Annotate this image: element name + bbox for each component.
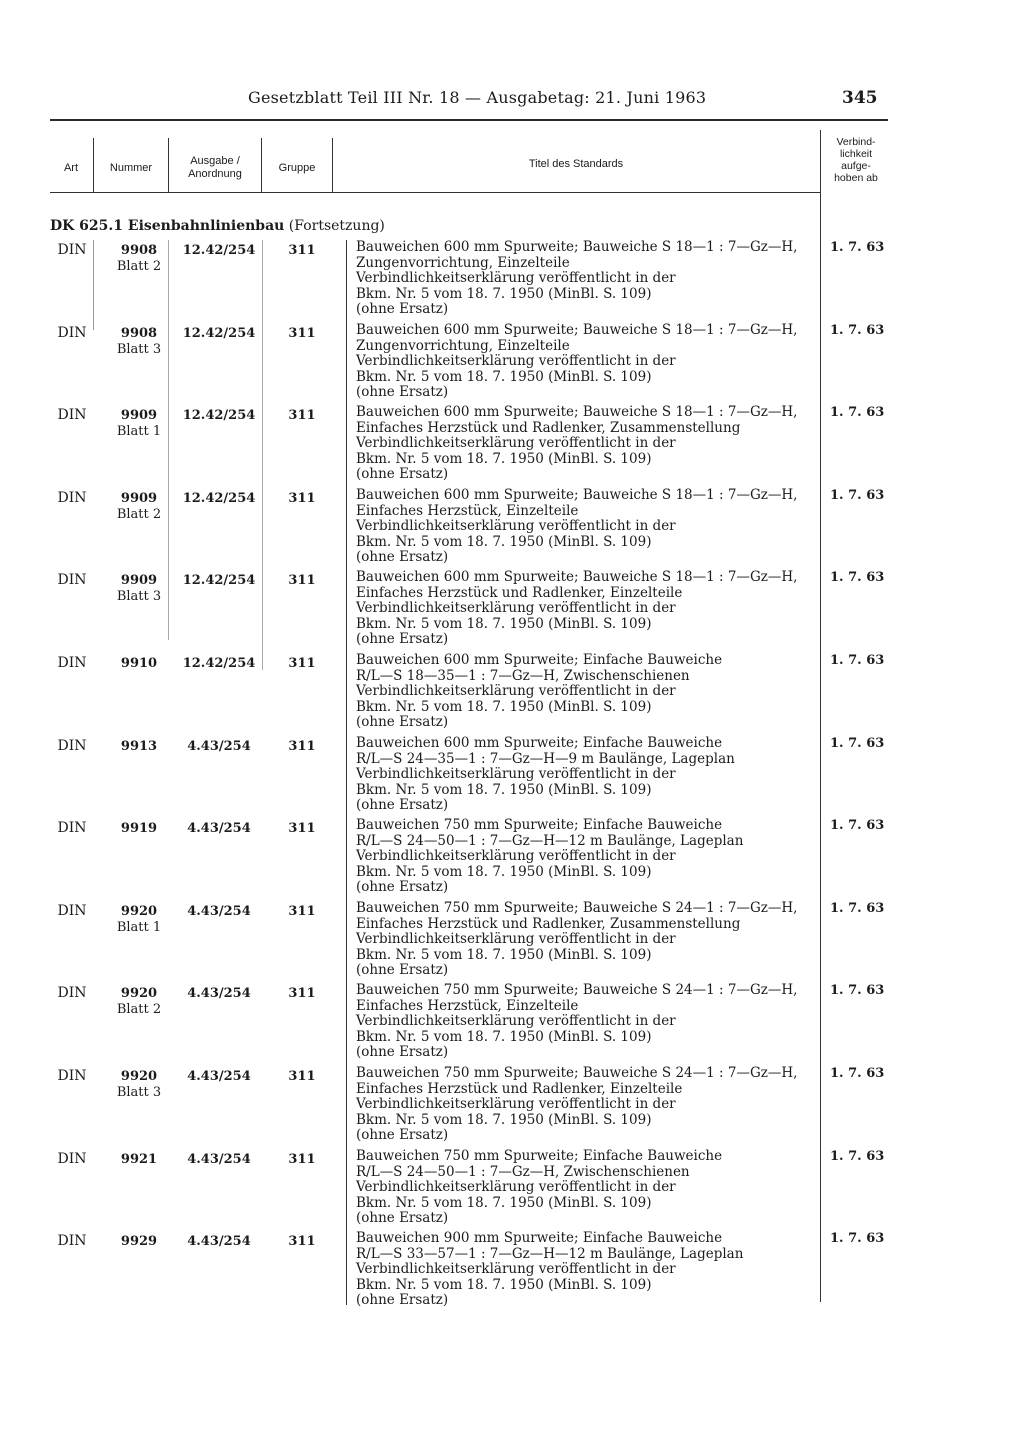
blatt-value: Blatt 3 [116, 589, 162, 604]
cell-gruppe: 311 [288, 326, 316, 341]
titel-line: (ohne Ersatz) [356, 549, 449, 565]
titel-line: Verbindlichkeitserklärung veröffentlicht in der [356, 353, 676, 369]
titel-line: Verbindlichkeitserklärung veröffentlicht in der [356, 1013, 676, 1029]
titel-line: Bkm. Nr. 5 vom 18. 7. 1950 (MinBl. S. 109) [356, 533, 652, 550]
cell-nummer [104, 491, 174, 523]
cell-ausgabe: 4.43/254 [187, 904, 251, 919]
titel-line: Einfaches Herzstück und Radlenker, Zusammenstellung [356, 419, 741, 436]
nummer-value: 9909 [120, 408, 158, 423]
cell-art: DIN [57, 490, 87, 506]
col-head-verb-line4: hoben ab [834, 172, 878, 184]
titel-line: Bauweichen 600 mm Spurweite; Einfache Bauweiche [356, 652, 723, 668]
col-divider [346, 240, 347, 1305]
titel-line: Bauweichen 750 mm Spurweite; Bauweiche S 24—1 : 7—Gz—H, [356, 982, 798, 998]
titel-line: Einfaches Herzstück und Radlenker, Einzelteile [356, 1080, 683, 1097]
titel-line: R/L—S 18—35—1 : 7—Gz—H, Zwischenschienen [356, 667, 690, 684]
titel-line: R/L—S 24—50—1 : 7—Gz—H—12 m Baulänge, Lageplan [356, 832, 744, 849]
titel-line: Verbindlichkeitserklärung veröffentlicht in der [356, 1261, 676, 1277]
nummer-value: 9920 [120, 986, 158, 1001]
titel-line: (ohne Ersatz) [356, 1044, 449, 1060]
cell-titel [356, 901, 826, 979]
cell-titel [356, 1149, 826, 1227]
titel-line: (ohne Ersatz) [356, 797, 449, 813]
titel-line: R/L—S 24—50—1 : 7—Gz—H, Zwischenschienen [356, 1163, 690, 1180]
cell-ausgabe: 4.43/254 [187, 1234, 251, 1249]
col-head-verb-line3: aufge- [841, 160, 871, 172]
cell-gruppe: 311 [288, 656, 316, 671]
col-head-ausgabe-line1: Ausgabe / [190, 155, 240, 167]
cell-datum: 1. 7. 63 [830, 488, 885, 503]
col-divider [262, 240, 263, 670]
cell-ausgabe: 4.43/254 [187, 739, 251, 754]
titel-line: Einfaches Herzstück und Radlenker, Einzelteile [356, 584, 683, 601]
cell-datum: 1. 7. 63 [830, 901, 885, 916]
cell-datum: 1. 7. 63 [830, 570, 885, 585]
cell-art: DIN [57, 738, 87, 754]
nummer-value: 9920 [120, 1069, 158, 1084]
titel-line: Bkm. Nr. 5 vom 18. 7. 1950 (MinBl. S. 109) [356, 863, 652, 880]
titel-line: Bauweichen 600 mm Spurweite; Bauweiche S 18—1 : 7—Gz—H, [356, 404, 798, 420]
cell-ausgabe: 12.42/254 [182, 408, 256, 423]
cell-ausgabe: 12.42/254 [182, 656, 256, 671]
cell-titel [356, 1066, 826, 1144]
titel-line: Verbindlichkeitserklärung veröffentlicht in der [356, 766, 676, 782]
titel-line: Bkm. Nr. 5 vom 18. 7. 1950 (MinBl. S. 109) [356, 285, 652, 302]
titel-line: Verbindlichkeitserklärung veröffentlicht in der [356, 435, 676, 451]
titel-line: Bkm. Nr. 5 vom 18. 7. 1950 (MinBl. S. 109) [356, 698, 652, 715]
cell-ausgabe: 12.42/254 [182, 243, 256, 258]
cell-gruppe: 311 [288, 408, 316, 423]
col-head-verbindlichkeit [822, 136, 890, 184]
titel-line: Zungenvorrichtung, Einzelteile [356, 337, 570, 354]
titel-line: Bauweichen 750 mm Spurweite; Einfache Bauweiche [356, 817, 723, 833]
cell-titel [356, 983, 826, 1061]
titel-line: R/L—S 33—57—1 : 7—Gz—H—12 m Baulänge, Lageplan [356, 1245, 744, 1262]
cell-nummer [104, 1234, 174, 1250]
column-header-rule [50, 192, 820, 193]
titel-line: (ohne Ersatz) [356, 714, 449, 730]
titel-line: Bkm. Nr. 5 vom 18. 7. 1950 (MinBl. S. 109) [356, 946, 652, 963]
cell-art: DIN [57, 572, 87, 588]
col-head-gruppe: Gruppe [278, 162, 316, 174]
nummer-value: 9919 [120, 821, 158, 836]
titel-line: Verbindlichkeitserklärung veröffentlicht in der [356, 270, 676, 286]
titel-line: (ohne Ersatz) [356, 631, 449, 647]
col-head-ausgabe-line2: Anordnung [188, 168, 242, 180]
cell-nummer [104, 986, 174, 1018]
nummer-value: 9909 [120, 491, 158, 506]
titel-line: Zungenvorrichtung, Einzelteile [356, 254, 570, 271]
titel-line: Bkm. Nr. 5 vom 18. 7. 1950 (MinBl. S. 109) [356, 368, 652, 385]
cell-art: DIN [57, 655, 87, 671]
titel-line: Verbindlichkeitserklärung veröffentlicht in der [356, 931, 676, 947]
cell-art: DIN [57, 1233, 87, 1249]
col-divider [93, 138, 94, 192]
col-divider [168, 138, 169, 192]
cell-datum: 1. 7. 63 [830, 240, 885, 255]
cell-titel [356, 323, 826, 401]
cell-datum: 1. 7. 63 [830, 653, 885, 668]
cell-datum: 1. 7. 63 [830, 1149, 885, 1164]
blatt-value: Blatt 3 [116, 342, 162, 357]
nummer-value: 9929 [120, 1234, 158, 1249]
titel-line: Verbindlichkeitserklärung veröffentlicht in der [356, 1096, 676, 1112]
col-head-titel: Titel des Standards [528, 158, 624, 170]
titel-line: Verbindlichkeitserklärung veröffentlicht in der [356, 848, 676, 864]
titel-line: (ohne Ersatz) [356, 962, 449, 978]
cell-titel [356, 1231, 826, 1309]
titel-line: Verbindlichkeitserklärung veröffentlicht in der [356, 518, 676, 534]
cell-ausgabe: 12.42/254 [182, 491, 256, 506]
cell-gruppe: 311 [288, 243, 316, 258]
cell-ausgabe: 4.43/254 [187, 1069, 251, 1084]
cell-gruppe: 311 [288, 904, 316, 919]
section-note: (Fortsetzung) [288, 218, 385, 234]
cell-art: DIN [57, 325, 87, 341]
nummer-value: 9921 [120, 1152, 158, 1167]
titel-line: (ohne Ersatz) [356, 1210, 449, 1226]
titel-line: Einfaches Herzstück, Einzelteile [356, 502, 579, 519]
titel-line: Verbindlichkeitserklärung veröffentlicht in der [356, 600, 676, 616]
cell-datum: 1. 7. 63 [830, 736, 885, 751]
cell-art: DIN [57, 407, 87, 423]
titel-line: Bkm. Nr. 5 vom 18. 7. 1950 (MinBl. S. 109) [356, 1111, 652, 1128]
titel-line: Bauweichen 750 mm Spurweite; Bauweiche S 24—1 : 7—Gz—H, [356, 1065, 798, 1081]
cell-gruppe: 311 [288, 821, 316, 836]
cell-nummer [104, 904, 174, 936]
cell-gruppe: 311 [288, 1234, 316, 1249]
titel-line: Bauweichen 600 mm Spurweite; Bauweiche S 18—1 : 7—Gz—H, [356, 322, 798, 338]
cell-gruppe: 311 [288, 573, 316, 588]
col-head-nummer: Nummer [109, 162, 153, 174]
blatt-value: Blatt 2 [116, 507, 162, 522]
titel-line: Bkm. Nr. 5 vom 18. 7. 1950 (MinBl. S. 109) [356, 1028, 652, 1045]
cell-nummer [104, 821, 174, 837]
titel-line: Bauweichen 750 mm Spurweite; Einfache Bauweiche [356, 1148, 723, 1164]
section-heading [50, 218, 385, 234]
cell-ausgabe: 4.43/254 [187, 986, 251, 1001]
cell-titel [356, 653, 826, 731]
blatt-value: Blatt 2 [116, 1002, 162, 1017]
nummer-value: 9908 [120, 326, 158, 341]
cell-ausgabe: 4.43/254 [187, 1152, 251, 1167]
blatt-value: Blatt 3 [116, 1085, 162, 1100]
col-head-art: Art [63, 162, 79, 174]
cell-titel [356, 488, 826, 566]
cell-nummer [104, 1152, 174, 1168]
cell-art: DIN [57, 1151, 87, 1167]
titel-line: (ohne Ersatz) [356, 301, 449, 317]
cell-datum: 1. 7. 63 [830, 1231, 885, 1246]
cell-ausgabe: 12.42/254 [182, 573, 256, 588]
blatt-value: Blatt 1 [116, 424, 162, 439]
titel-line: Bauweichen 600 mm Spurweite; Bauweiche S 18—1 : 7—Gz—H, [356, 569, 798, 585]
col-divider [332, 138, 333, 192]
nummer-value: 9908 [120, 243, 158, 258]
cell-nummer [104, 656, 174, 672]
cell-datum: 1. 7. 63 [830, 1066, 885, 1081]
cell-titel [356, 240, 826, 318]
titel-line: Bkm. Nr. 5 vom 18. 7. 1950 (MinBl. S. 109) [356, 1194, 652, 1211]
col-head-verb-line2: lichkeit [839, 148, 873, 160]
cell-nummer [104, 243, 174, 275]
header-rule [50, 119, 888, 121]
titel-line: (ohne Ersatz) [356, 879, 449, 895]
col-divider [820, 130, 821, 192]
cell-datum: 1. 7. 63 [830, 983, 885, 998]
titel-line: Bauweichen 600 mm Spurweite; Einfache Bauweiche [356, 735, 723, 751]
titel-line: Bkm. Nr. 5 vom 18. 7. 1950 (MinBl. S. 109) [356, 615, 652, 632]
nummer-value: 9909 [120, 573, 158, 588]
cell-datum: 1. 7. 63 [830, 323, 885, 338]
cell-art: DIN [57, 903, 87, 919]
cell-titel [356, 818, 826, 896]
cell-art: DIN [57, 1068, 87, 1084]
titel-line: Bauweichen 750 mm Spurweite; Bauweiche S 24—1 : 7—Gz—H, [356, 900, 798, 916]
cell-nummer [104, 573, 174, 605]
cell-nummer [104, 739, 174, 755]
nummer-value: 9920 [120, 904, 158, 919]
titel-line: Bauweichen 600 mm Spurweite; Bauweiche S 18—1 : 7—Gz—H, [356, 239, 798, 255]
cell-nummer [104, 1069, 174, 1101]
titel-line: Bkm. Nr. 5 vom 18. 7. 1950 (MinBl. S. 109) [356, 1276, 652, 1293]
cell-gruppe: 311 [288, 1152, 316, 1167]
cell-titel [356, 570, 826, 648]
cell-gruppe: 311 [288, 491, 316, 506]
cell-datum: 1. 7. 63 [830, 405, 885, 420]
cell-art: DIN [57, 985, 87, 1001]
titel-line: Einfaches Herzstück, Einzelteile [356, 997, 579, 1014]
cell-ausgabe: 4.43/254 [187, 821, 251, 836]
cell-art: DIN [57, 820, 87, 836]
titel-line: Verbindlichkeitserklärung veröffentlicht in der [356, 1179, 676, 1195]
col-head-verb-line1: Verbind- [836, 136, 876, 148]
titel-line: Bkm. Nr. 5 vom 18. 7. 1950 (MinBl. S. 109) [356, 450, 652, 467]
titel-line: (ohne Ersatz) [356, 384, 449, 400]
page-header: Gesetzblatt Teil III Nr. 18 — Ausgabetag: 21. Juni 1963 [248, 88, 707, 107]
nummer-value: 9913 [120, 739, 158, 754]
titel-line: Bkm. Nr. 5 vom 18. 7. 1950 (MinBl. S. 109) [356, 781, 652, 798]
titel-line: Verbindlichkeitserklärung veröffentlicht in der [356, 683, 676, 699]
titel-line: Bauweichen 900 mm Spurweite; Einfache Bauweiche [356, 1230, 723, 1246]
cell-ausgabe: 12.42/254 [182, 326, 256, 341]
blatt-value: Blatt 2 [116, 259, 162, 274]
cell-titel [356, 405, 826, 483]
cell-titel [356, 736, 826, 814]
titel-line: R/L—S 24—35—1 : 7—Gz—H—9 m Baulänge, Lageplan [356, 750, 735, 767]
titel-line: (ohne Ersatz) [356, 1292, 449, 1308]
col-head-ausgabe [170, 155, 260, 181]
cell-gruppe: 311 [288, 986, 316, 1001]
cell-datum: 1. 7. 63 [830, 818, 885, 833]
titel-line: (ohne Ersatz) [356, 1127, 449, 1143]
col-divider [261, 138, 262, 192]
cell-art: DIN [57, 242, 87, 258]
cell-gruppe: 311 [288, 1069, 316, 1084]
blatt-value: Blatt 1 [116, 920, 162, 935]
cell-nummer [104, 326, 174, 358]
titel-line: (ohne Ersatz) [356, 466, 449, 482]
nummer-value: 9910 [120, 656, 158, 671]
cell-gruppe: 311 [288, 739, 316, 754]
section-code: DK 625.1 Eisenbahnlinienbau [50, 218, 285, 234]
cell-nummer [104, 408, 174, 440]
titel-line: Einfaches Herzstück und Radlenker, Zusammenstellung [356, 915, 741, 932]
titel-line: Bauweichen 600 mm Spurweite; Bauweiche S 18—1 : 7—Gz—H, [356, 487, 798, 503]
page-number: 345 [842, 88, 878, 108]
col-divider [93, 240, 94, 330]
